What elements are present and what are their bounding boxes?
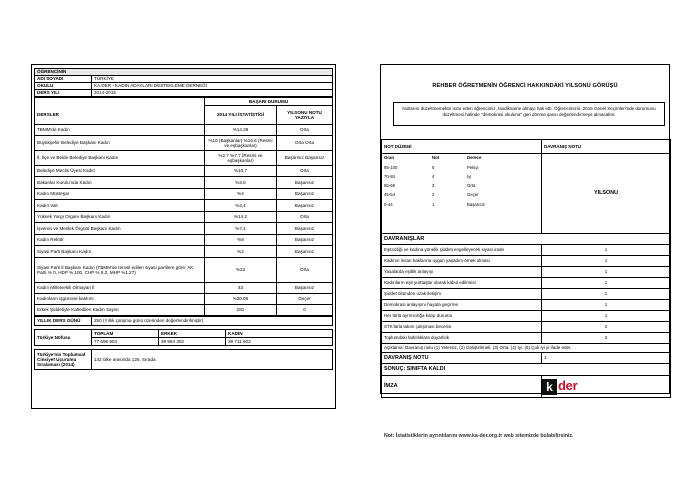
course-name: Siyasi Parti İl Başkanı Kadın (TBMM'de temsil edilen siyasi partilere göre; AK Parti % 0, HDP % 100, CHP % 6.2, MHP %1.27) — [35, 258, 205, 283]
signature-cell — [542, 376, 671, 398]
grade-oran: 70-84 — [384, 173, 395, 179]
logo-text: der — [558, 378, 578, 394]
behavior-score: 1 — [542, 278, 671, 289]
aciklama-text: Açıklama: Davranış notu (1) Yetersiz, (2) Geliştirilmeli, (3) Orta, (4) İyi, (5) Çok iyi yi ifade eder. — [382, 344, 671, 353]
not-duzeni-label: NOT DÜZENİ — [382, 140, 542, 154]
behavior-name: Kadınların eşit yurttaşlar olarak kabul edilmesi — [382, 278, 542, 289]
report-card-right-page — [380, 64, 670, 394]
course-grade: Geçer — [277, 294, 333, 305]
grade-not: 5 — [432, 164, 435, 170]
course-row — [35, 189, 333, 200]
grade-header: Oran — [384, 155, 395, 161]
nufus-value: 38 711 602 — [226, 338, 333, 346]
behavior-score: 1 — [542, 267, 671, 278]
behavior-name: Toplumdaki farklılıklara duyarlılık — [382, 333, 542, 344]
grade-oran: 45-54 — [384, 192, 395, 198]
grade-oran: 85-100 — [384, 164, 398, 170]
dersler-header: DERSLER — [35, 106, 205, 125]
behavior-score: 2 — [542, 322, 671, 333]
course-row — [35, 223, 333, 235]
grade-derece: Başarısız — [467, 201, 485, 207]
course-row — [35, 200, 333, 212]
grade-not: 2 — [432, 192, 435, 198]
grade-header: Derece — [467, 155, 482, 161]
grade-row — [382, 191, 541, 200]
course-stat: %10 (Başkanlar) %16,6 (Resmi ve eşbaşkanlar) — [205, 136, 277, 151]
course-grade: Başarısız — [277, 177, 333, 189]
course-stat: %3,8 — [205, 177, 277, 189]
course-grade: Orta Orta — [277, 136, 333, 151]
course-name: İl, İlçe ve Belde Belediye Başkanı Kadın — [35, 151, 205, 166]
nufus-header: KADIN — [226, 330, 333, 338]
behavior-score: 1 — [542, 300, 671, 311]
behavior-row — [382, 278, 671, 289]
info-value: KA.DER - KADIN ADAYLARI DESTEKLEME DERNEĞİ — [92, 83, 333, 90]
grade-row — [382, 173, 541, 182]
course-row — [35, 246, 333, 258]
course-name: Büyükşehir Belediye Başkanı Kadın — [35, 136, 205, 151]
info-label: OKULU — [35, 83, 92, 90]
course-grade: Orta — [277, 125, 333, 136]
course-grade: Başarısız — [277, 200, 333, 212]
course-row — [35, 212, 333, 223]
behavior-table — [381, 139, 671, 398]
behavior-name: STK'larla takım çalışması becerisi — [382, 322, 542, 333]
davranis-notu-label: DAVRANIŞ NOTU — [382, 353, 542, 364]
yillik-ders-gunu-value: 250 (Yıllık çalışma günü üzerinden değerlendirilmiştir) — [92, 317, 333, 326]
grade-oran: 55-69 — [384, 183, 395, 189]
behavior-score: 1 — [542, 245, 671, 256]
nufus-value: 77 695 904 — [92, 338, 159, 346]
course-row — [35, 235, 333, 246]
grade-header: Not — [432, 155, 440, 161]
behavior-row — [382, 322, 671, 333]
behavior-name: Yasalarda eşitlik anlayışı — [382, 267, 542, 278]
info-label: ADI SOYADI — [35, 76, 92, 83]
course-grade: Başarısız Başarısız — [277, 151, 333, 166]
course-stat: %14,39 — [205, 125, 277, 136]
course-grade: Orta — [277, 166, 333, 177]
behavior-score: 1 — [542, 289, 671, 300]
course-stat: %2 — [205, 246, 277, 258]
course-name: Kadın Milletvekili Olmayan İl — [35, 283, 205, 294]
course-row — [35, 166, 333, 177]
davranis-notu-header: DAVRANIŞ NOTU — [542, 140, 671, 154]
istatistik-header: 2014 YILI İSTATİSTİĞİ — [205, 106, 277, 125]
course-name: Kadınların işgücüne katılımı — [35, 294, 205, 305]
course-row — [35, 177, 333, 189]
course-name: Bakanlar Kurulu'nda Kadın — [35, 177, 205, 189]
course-name: Kadın Vali — [35, 200, 205, 212]
grade-not: 1 — [432, 201, 435, 207]
sonuc-text: SONUÇ: SINIFTA KALDI — [382, 364, 671, 376]
nufus-label: Türkiye Nüfusu — [35, 330, 92, 346]
student-info-table — [34, 68, 333, 97]
counselor-intro: Notlarını düzeltmemekte ısrar eden öğrencimiz, tasdikname almayı hak etti. Öğrencimizin, 2015 Genel Seçimleri'nde durumunu düzeltmesi halinde "demokrasi okuluna" geri dönme şansı değerlendirmeye alınacaktır. — [393, 102, 665, 126]
yillik-ders-gunu-label: YILLIK DERS GÜNÜ — [35, 317, 92, 326]
behavior-score: 1 — [542, 256, 671, 267]
grade-row — [382, 201, 541, 210]
course-stat: %2.7 %7,7 (Resmi ve eşbaşkanlar) — [205, 151, 277, 166]
behavior-row — [382, 289, 671, 300]
course-row — [35, 151, 333, 166]
course-row — [35, 136, 333, 151]
grade-derece: Pekiyi — [467, 164, 479, 170]
behavior-score: 2 — [542, 333, 671, 344]
course-row — [35, 294, 333, 305]
course-row — [35, 283, 333, 294]
course-row — [35, 258, 333, 283]
behavior-name: Her türlü ayrımcılığa karşı duruma — [382, 311, 542, 322]
course-grade: Başarısız — [277, 189, 333, 200]
footer-note: Not: İstatistiklerin ayrıntılarını www.ka-der.org.tr web sitemizde bulabilirsiniz. — [384, 433, 574, 439]
grade-derece: İyi — [467, 173, 472, 179]
behavior-row — [382, 267, 671, 278]
behavior-row — [382, 256, 671, 267]
grade-row — [382, 163, 541, 172]
course-stat: %4 — [205, 189, 277, 200]
yilsonu-label: YILSONU — [542, 154, 671, 234]
grade-not: 3 — [432, 183, 435, 189]
grade-not: 4 — [432, 173, 435, 179]
kader-logo — [542, 378, 577, 396]
course-row — [35, 305, 333, 316]
course-name: Yüksek Yargı Organı Başkanı Kadın — [35, 212, 205, 223]
behavior-score: 1 — [542, 311, 671, 322]
cinsiyet-value: 142 ülke arasında 125. Sırada — [92, 350, 333, 370]
notu-header: YILSONU NOTU YAZIYLA — [277, 106, 333, 125]
basari-durumu-header: BAŞARI DURUMU — [205, 98, 333, 106]
course-stat: %7,1 — [205, 223, 277, 235]
course-grade: Orta — [277, 212, 333, 223]
behavior-row — [382, 245, 671, 256]
behavior-row — [382, 300, 671, 311]
info-value: 2014-2015 — [92, 90, 333, 97]
behavior-name: Demokrasi anlayışını hayata geçirme — [382, 300, 542, 311]
behavior-name: Eşitsizliği ve kadına yönelik şiddeti engelleyecek siyasi irade — [382, 245, 542, 256]
behavior-row — [382, 311, 671, 322]
counselor-title: REHBER ÖĞRETMENİN ÖĞRENCİ HAKKINDAKİ YILSONU GÖRÜŞÜ — [432, 83, 618, 89]
grade-derece: Orta — [467, 183, 476, 189]
grade-scale-table — [382, 154, 541, 210]
course-stat: %14,2 — [205, 212, 277, 223]
ogrenci-label: ÖĞRENCİNİN — [35, 69, 333, 76]
course-stat: %8 — [205, 235, 277, 246]
course-stat: %2,4 — [205, 200, 277, 212]
grade-derece: Geçer — [467, 192, 479, 198]
course-grade: Başarısız — [277, 235, 333, 246]
course-stat: %23 — [205, 258, 277, 283]
report-card-left-page — [31, 64, 336, 409]
course-name: Siyasi Parti Başkanı Kadın — [35, 246, 205, 258]
course-grade: Başarısız — [277, 246, 333, 258]
imza-label: İMZA — [382, 376, 542, 398]
course-name: Kadın Müsteşar — [35, 189, 205, 200]
cinsiyet-label: Türkiye'nin Toplumsal Cinsiyet Uçurumu Sıralaması (2014) — [35, 350, 92, 370]
behavior-row — [382, 333, 671, 344]
course-stat: %30.05 — [205, 294, 277, 305]
course-name: Belediye Meclis Üyesi Kadın — [35, 166, 205, 177]
course-row — [35, 125, 333, 136]
course-name: İşveren ve Meslek Örgütü Başkanı Kadın — [35, 223, 205, 235]
course-grade: Başarısız — [277, 283, 333, 294]
behavior-name: Kadının insan haklarına uygun yaşadım örnek olması — [382, 256, 542, 267]
behavior-name: Şiddet ölümden uzak iletişim — [382, 289, 542, 300]
nufus-header: ERKEK — [159, 330, 226, 338]
davranis-notu-value: 1 — [542, 353, 671, 364]
grade-row — [382, 182, 541, 191]
grade-oran: 0-44 — [384, 201, 393, 207]
course-stat: 281 — [205, 305, 277, 316]
nufus-header: TOPLAM — [92, 330, 159, 338]
info-value: TÜRKİYE — [92, 76, 333, 83]
course-name: Erkek Şiddetiyle Katledilen Kadın Sayısı — [35, 305, 205, 316]
summary-table — [34, 316, 333, 370]
course-stat: %10,7 — [205, 166, 277, 177]
course-grade: 0 — [277, 305, 333, 316]
davranislar-label: DAVRANIŞLAR — [382, 234, 671, 245]
course-grade: Orta — [277, 258, 333, 283]
course-grade: Başarısız — [277, 223, 333, 235]
course-name: Kadın Rektör — [35, 235, 205, 246]
course-stat: 43 — [205, 283, 277, 294]
courses-table — [34, 97, 333, 316]
logo-letter: k — [542, 379, 557, 395]
nufus-value: 38 984 302 — [159, 338, 226, 346]
course-name: TBMM'de Kadın — [35, 125, 205, 136]
info-label: DERS YILI — [35, 90, 92, 97]
